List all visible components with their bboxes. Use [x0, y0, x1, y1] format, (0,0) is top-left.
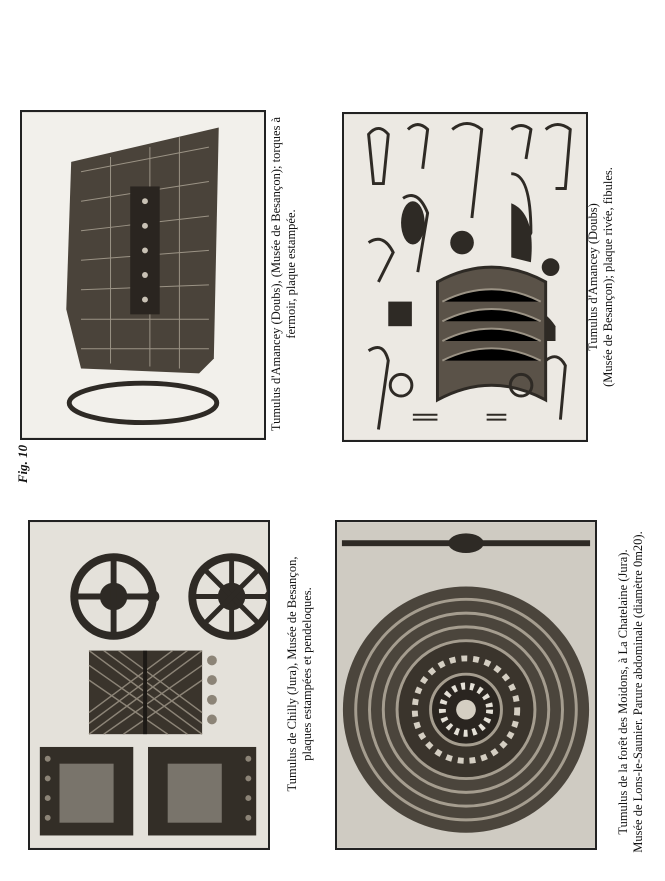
amancey-fibules-image	[344, 114, 586, 440]
long-plaque-icon	[40, 747, 256, 836]
wheel-pendant-icon	[74, 557, 158, 636]
photo-plate-amancey-torques	[20, 110, 266, 440]
photo-plate-amancey-fibules	[342, 112, 588, 442]
figure-label: Fig. 10	[15, 444, 30, 484]
caption-chilly: Tumulus de Chilly (Jura), Musée de Besançon, plaques estampées et pendeloques.	[285, 556, 314, 792]
stamped-plaque-icon	[89, 651, 217, 735]
photo-plate-chilly	[28, 520, 270, 850]
wheel-pendant-icon	[192, 557, 268, 636]
stamped-sheet-icon	[66, 127, 218, 373]
photo-plate-moidons	[335, 520, 597, 850]
caption-amancey-fibules: Tumulus d'Amancey (Doubs) (Musée de Besançon); plaque rivée, fibules.	[586, 167, 615, 387]
moidons-disc-image	[337, 522, 595, 848]
abdominal-disc-icon	[343, 587, 589, 833]
chilly-artifacts-image	[30, 522, 268, 848]
caption-amancey-torques: Tumulus d'Amancey (Doubs), (Musée de Besançon); torques à fermoir, plaque estampée.	[269, 116, 298, 432]
caption-moidons: Tumulus de la forêt des Moidons, à La Chatelaine (Jura). Musée de Lons-le-Saunier. Parure abdominale (diamètre 0m20).	[616, 531, 645, 853]
amancey-torques-image	[22, 112, 264, 438]
